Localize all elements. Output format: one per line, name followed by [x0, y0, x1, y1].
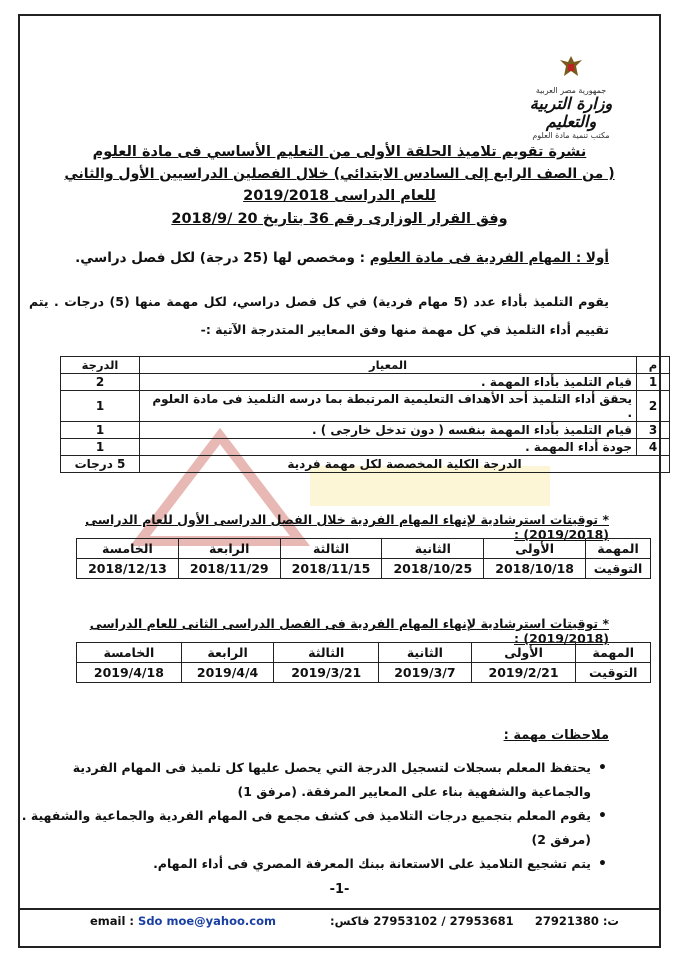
logo-country-text: جمهورية مصر العربية	[535, 86, 607, 95]
criteria-header-row	[61, 357, 670, 374]
schedule-cell: الأولى	[484, 539, 586, 559]
criteria-cell-degree: 1	[61, 391, 140, 422]
schedule-2-date-row	[77, 663, 651, 683]
schedule-cell: الأولى	[471, 643, 576, 663]
criteria-cell-no: 3	[637, 422, 670, 439]
criteria-cell-standard: جودة أداء المهمة .	[140, 439, 637, 456]
schedule-cell: التوقيت	[586, 559, 651, 579]
schedule-cell: الثالثة	[274, 643, 379, 663]
eagle-emblem-icon	[558, 54, 584, 80]
intro-paragraph: يقوم التلميذ بأداء عدد (5 مهام فردية) في كل فصل دراسي، لكل مهمة منها (5) درجات . يتم تقييم أداء التلميذ في كل مهمة منها وفق المعايير المتدرجة الآتية :-	[29, 294, 609, 337]
schedule-cell: الثانية	[379, 643, 472, 663]
criteria-cell-no: 2	[637, 391, 670, 422]
criteria-header-degree: الدرجة	[61, 357, 140, 374]
document-titles	[20, 141, 659, 231]
table-row	[61, 374, 670, 391]
list-item: • يحتفظ المعلم بسجلات لتسجيل الدرجة التي يحصل عليها كل تلميذ فى المهام الفردية والجماعية والشفهية بناء على المعايير المرفقة. (مرفق 1)	[16, 756, 591, 804]
table-row	[61, 439, 670, 456]
schedule-cell: 2018/10/25	[382, 559, 484, 579]
list-item: • يتم تشجيع التلاميذ على الاستعانة ببنك المعرفة المصري فى أداء المهام.	[16, 852, 591, 876]
title-line-2: ( من الصف الرابع إلى السادس الابتدائي) خلال الفصلين الدراسيين الأول والثاني	[64, 166, 615, 182]
schedule-cell: الخامسة	[77, 643, 182, 663]
schedule-cell: الخامسة	[77, 539, 179, 559]
title-line-1: نشرة تقويم تلاميذ الحلقة الأولى من التعليم الأساسي فى مادة العلوم	[92, 144, 587, 160]
notes-list	[16, 756, 609, 876]
criteria-cell-degree: 2	[61, 374, 140, 391]
logo-ministry-text: وزارة التربية والتعليم	[529, 94, 613, 131]
schedule-cell: 2018/12/13	[77, 559, 179, 579]
section-1-rest: : ومخصص لها (25 درجة) لكل فصل دراسي.	[75, 250, 365, 266]
footer-fax: 27953681 / 27953102 فاكس:	[330, 914, 514, 928]
schedule-cell: 2019/3/7	[379, 663, 472, 683]
criteria-total-row	[61, 456, 670, 473]
criteria-cell-standard: قيام التلميذ بأداء المهمة .	[140, 374, 637, 391]
criteria-cell-no: 1	[637, 374, 670, 391]
footer-email	[90, 914, 276, 928]
footer-email-address[interactable]: Sdo moe@yahoo.com	[138, 914, 276, 928]
section-1-heading	[75, 250, 609, 266]
schedule-cell: التوقيت	[576, 663, 651, 683]
footer-divider	[20, 908, 659, 910]
schedule-cell: 2019/3/21	[274, 663, 379, 683]
page-number: -1-	[329, 882, 350, 897]
schedule-cell: الثالثة	[280, 539, 382, 559]
notes-title: ملاحظات مهمة :	[503, 728, 609, 743]
schedule-cell: الثانية	[382, 539, 484, 559]
criteria-header-standard: المعيار	[140, 357, 637, 374]
schedule-cell: 2019/4/4	[181, 663, 274, 683]
schedule-cell: 2019/4/18	[77, 663, 182, 683]
schedule-cell: الرابعة	[181, 643, 274, 663]
criteria-cell-degree: 1	[61, 439, 140, 456]
schedule-1-header-row	[77, 539, 651, 559]
schedule-cell: المهمة	[576, 643, 651, 663]
schedule-cell: 2018/11/15	[280, 559, 382, 579]
footer-email-label: email :	[90, 914, 135, 928]
schedule-2-table	[76, 642, 651, 683]
criteria-cell-no: 4	[637, 439, 670, 456]
document-page	[18, 14, 661, 948]
criteria-cell-standard: قيام التلميذ بأداء المهمة بنفسه ( دون تدخل خارجى ) .	[140, 422, 637, 439]
title-line-3: للعام الدراسى 2019/2018	[243, 188, 436, 204]
ministry-logo	[511, 54, 631, 140]
schedule-1-table	[76, 538, 651, 579]
criteria-cell-degree: 1	[61, 422, 140, 439]
title-line-4: وفق القرار الوزارى رقم 36 بتاريخ 20 /2018/9	[171, 211, 508, 227]
schedule-cell: 2019/2/21	[471, 663, 576, 683]
schedule-cell: 2018/11/29	[178, 559, 280, 579]
logo-department-text: مكتب تنمية مادة العلوم	[532, 131, 610, 140]
criteria-total-label: الدرجة الكلية المخصصة لكل مهمة فردية	[140, 456, 670, 473]
criteria-header-no: م	[637, 357, 670, 374]
schedule-1-title: * توقيتات استرشادية لإنهاء المهام الفردية خلال الفصل الدراسى الأول للعام الدراسى (2019/2018) :	[85, 512, 609, 542]
footer-tel: ت: 27921380	[534, 914, 619, 928]
table-row	[61, 422, 670, 439]
schedule-cell: 2018/10/18	[484, 559, 586, 579]
criteria-table	[60, 356, 670, 473]
schedule-cell: الرابعة	[178, 539, 280, 559]
criteria-cell-standard: يحقق أداء التلميذ أحد الأهداف التعليمية المرتبطة بما درسه التلميذ فى مادة العلوم .	[140, 391, 637, 422]
table-row	[61, 391, 670, 422]
schedule-2-title: * توقيتات استرشادية لإنهاء المهام الفردية فى الفصل الدراسى الثانى للعام الدراسى (2019/2018) :	[89, 616, 609, 646]
schedule-cell: المهمة	[586, 539, 651, 559]
schedule-1-date-row	[77, 559, 651, 579]
list-item: • يقوم المعلم بتجميع درجات التلاميذ فى كشف مجمع فى المهام الفردية والجماعية والشفهية . (مرفق 2)	[16, 804, 591, 852]
schedule-2-header-row	[77, 643, 651, 663]
criteria-total-degree: 5 درجات	[61, 456, 140, 473]
section-1-title: أولا : المهام الفردية فى مادة العلوم	[369, 250, 609, 266]
